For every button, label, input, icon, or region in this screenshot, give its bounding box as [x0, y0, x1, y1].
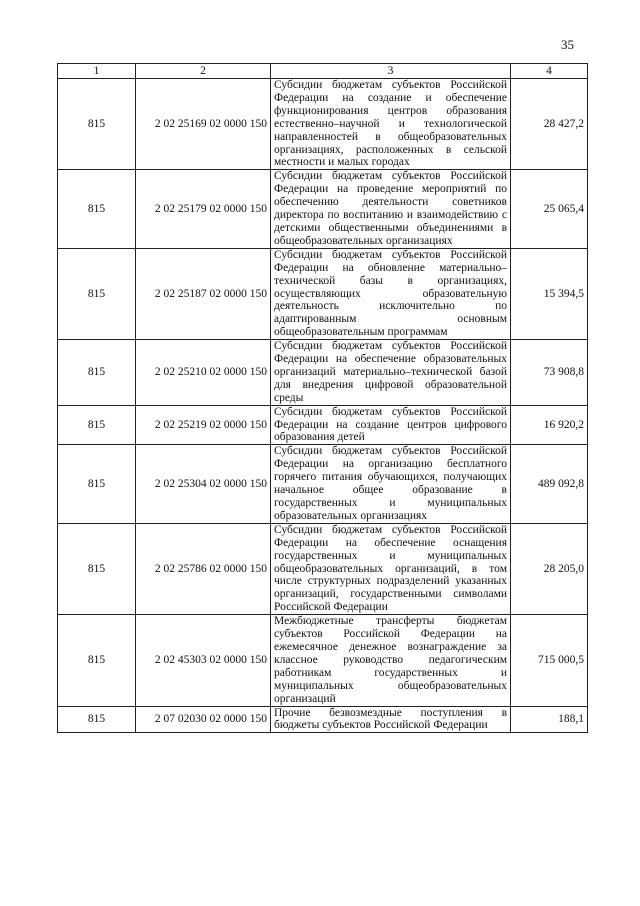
- chapter-code-cell: 815: [58, 615, 136, 706]
- chapter-code-cell: 815: [58, 79, 136, 170]
- table-row: [58, 79, 588, 170]
- table-row: [58, 405, 588, 445]
- description-cell: Субсидии бюджетам субъектов Российской Федерации на организацию бесплатного горячего питания обучающихся, получающих начальное общее образование в государственных и муниципальных образовательных организациях: [271, 445, 511, 523]
- description-cell: Субсидии бюджетам субъектов Российской Федерации на проведение мероприятий по обеспечению деятельности советников директора по воспитанию и взаимодействию с детскими общественными объединениями в общеобразовательных организациях: [271, 170, 511, 248]
- budget-code-cell: 2 02 25786 02 0000 150: [136, 523, 271, 614]
- description-cell: Субсидии бюджетам субъектов Российской Федерации на обеспечение оснащения государственных и муниципальных общеобразовательных организаций, в том числе структурных подразделений указанных организаций, государственными символами Российской Федерации: [271, 523, 511, 614]
- chapter-code-cell: 815: [58, 170, 136, 248]
- amount-cell: 73 908,8: [511, 340, 588, 406]
- budget-code-cell: 2 07 02030 02 0000 150: [136, 706, 271, 733]
- chapter-code-cell: 815: [58, 405, 136, 445]
- budget-code-cell: 2 02 25179 02 0000 150: [136, 170, 271, 248]
- description-cell: Субсидии бюджетам субъектов Российской Федерации на создание центров цифрового образования детей: [271, 405, 511, 445]
- budget-code-cell: 2 02 25210 02 0000 150: [136, 340, 271, 406]
- description-cell: Межбюджетные трансферты бюджетам субъектов Российской Федерации на ежемесячное денежное вознаграждение за классное руководство педагогическим работникам государственных и муниципальных общеобразовательных организаций: [271, 615, 511, 706]
- chapter-code-cell: 815: [58, 706, 136, 733]
- budget-code-cell: 2 02 25219 02 0000 150: [136, 405, 271, 445]
- column-header-2: 2: [136, 64, 271, 79]
- chapter-code-cell: 815: [58, 445, 136, 523]
- table-row: [58, 706, 588, 733]
- amount-cell: 25 065,4: [511, 170, 588, 248]
- table-row: [58, 340, 588, 406]
- page-number: 35: [561, 37, 574, 52]
- table-header-row: [58, 64, 588, 79]
- table-row: [58, 615, 588, 706]
- amount-cell: 715 000,5: [511, 615, 588, 706]
- table-row: [58, 248, 588, 339]
- budget-code-cell: 2 02 25304 02 0000 150: [136, 445, 271, 523]
- description-cell: Прочие безвозмездные поступления в бюджеты субъектов Российской Федерации: [271, 706, 511, 733]
- amount-cell: 188,1: [511, 706, 588, 733]
- table-row: [58, 523, 588, 614]
- table-row: [58, 445, 588, 523]
- amount-cell: 28 427,2: [511, 79, 588, 170]
- budget-table: [57, 63, 588, 733]
- description-cell: Субсидии бюджетам субъектов Российской Федерации на обновление материально–технической базы в организациях, осуществляющих образовательную деятельность исключительно по адаптированным основным общеобразовательным программам: [271, 248, 511, 339]
- chapter-code-cell: 815: [58, 340, 136, 406]
- amount-cell: 489 092,8: [511, 445, 588, 523]
- chapter-code-cell: 815: [58, 523, 136, 614]
- amount-cell: 28 205,0: [511, 523, 588, 614]
- column-header-1: 1: [58, 64, 136, 79]
- column-header-4: 4: [511, 64, 588, 79]
- table-row: [58, 170, 588, 248]
- description-cell: Субсидии бюджетам субъектов Российской Федерации на создание и обеспечение функционирования центров образования естественно–научной и технологической направленностей в общеобразовательных организациях, расположенных в сельской местности и малых городах: [271, 79, 511, 170]
- amount-cell: 16 920,2: [511, 405, 588, 445]
- amount-cell: 15 394,5: [511, 248, 588, 339]
- chapter-code-cell: 815: [58, 248, 136, 339]
- description-cell: Субсидии бюджетам субъектов Российской Федерации на обеспечение образовательных организаций материально–технической базой для внедрения цифровой образовательной среды: [271, 340, 511, 406]
- budget-code-cell: 2 02 25187 02 0000 150: [136, 248, 271, 339]
- column-header-3: 3: [271, 64, 511, 79]
- budget-code-cell: 2 02 45303 02 0000 150: [136, 615, 271, 706]
- budget-code-cell: 2 02 25169 02 0000 150: [136, 79, 271, 170]
